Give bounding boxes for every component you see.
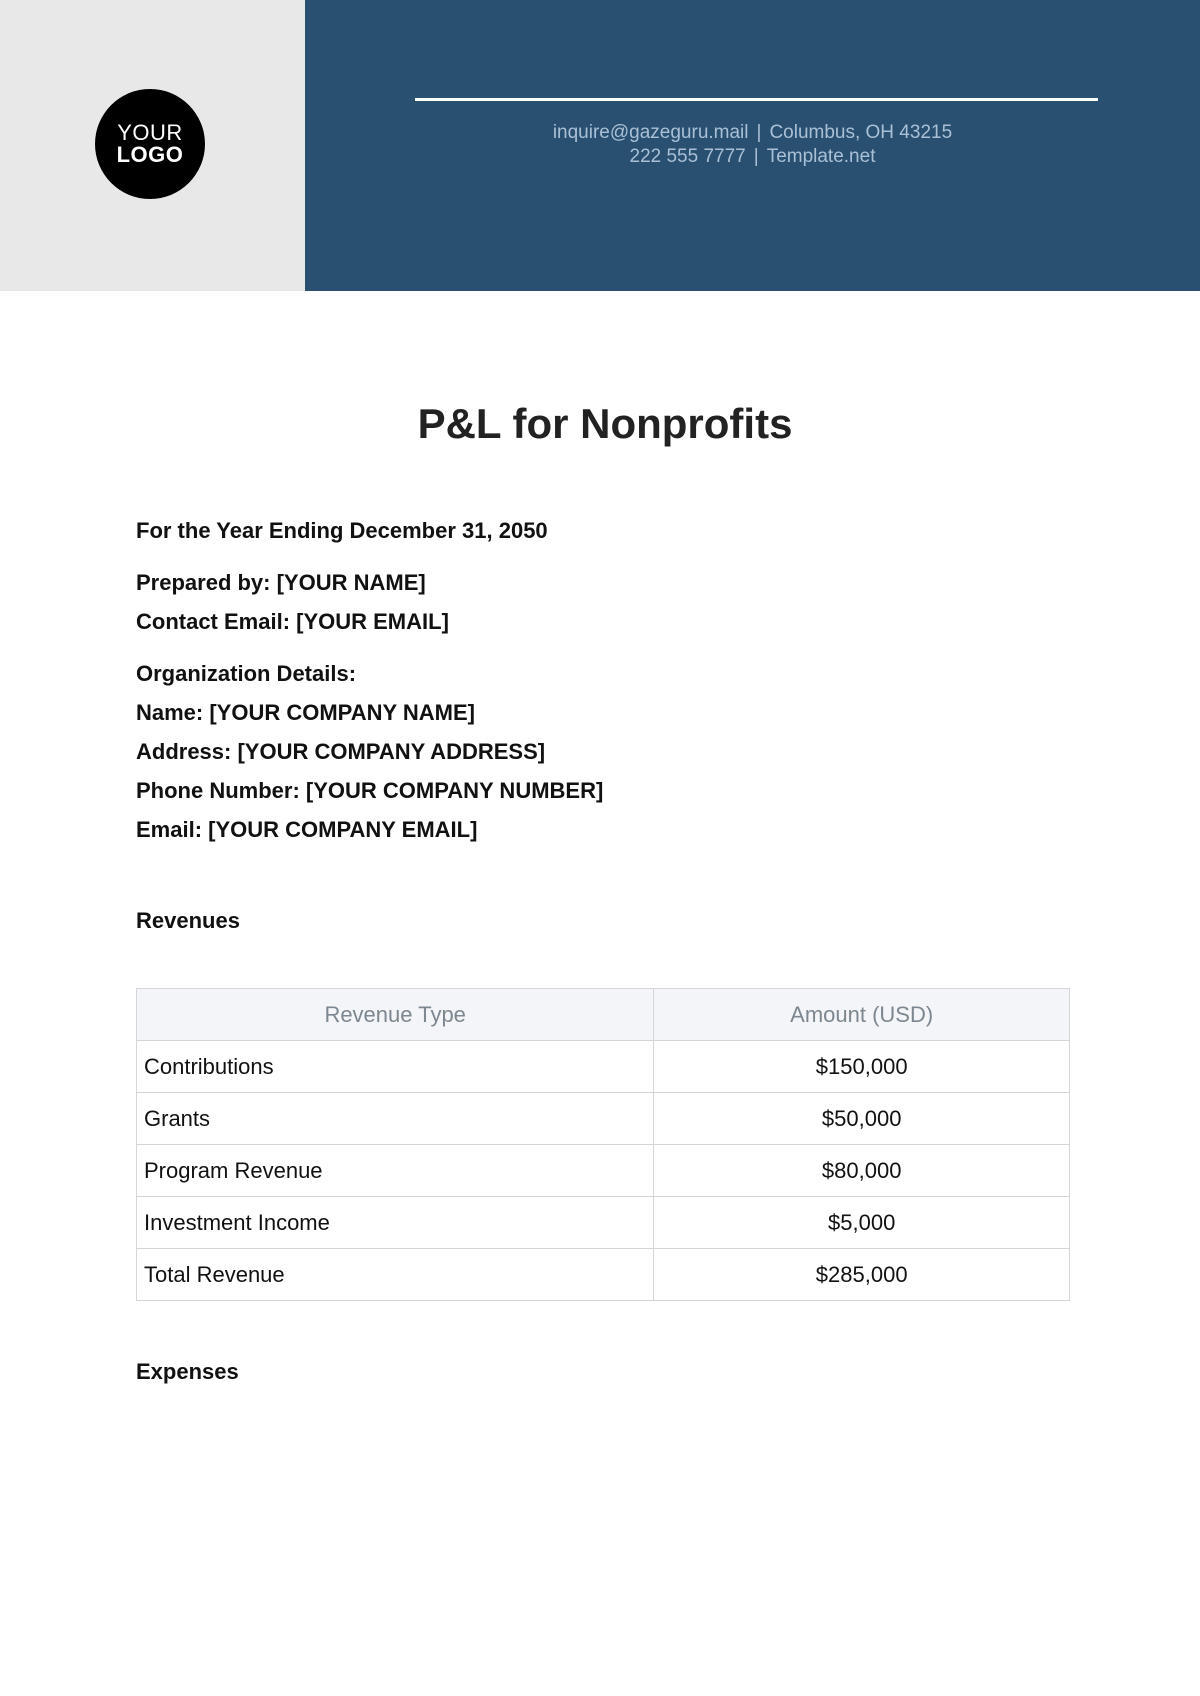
logo-text-top: YOUR [117, 120, 183, 145]
contact-line-2 [305, 146, 1200, 168]
table-row-total [137, 1249, 1070, 1301]
header-divider [415, 98, 1098, 101]
company-logo [95, 89, 205, 199]
contact-location: Columbus, OH 43215 [769, 122, 953, 143]
organization-details-heading: Organization Details: [136, 661, 357, 686]
revenue-type-cell: Program Revenue [137, 1145, 654, 1197]
contact-separator: | [756, 122, 762, 143]
contact-line-1 [305, 122, 1200, 144]
revenue-type-cell: Investment Income [137, 1197, 654, 1249]
organization-address-line: Address: [YOUR COMPANY ADDRESS] [136, 739, 546, 764]
table-row [137, 1093, 1070, 1145]
page-title: P&L for Nonprofits [417, 400, 793, 447]
contact-email-line: Contact Email: [YOUR EMAIL] [136, 609, 449, 634]
revenue-table [136, 988, 1070, 1301]
revenue-amount-cell: $80,000 [654, 1145, 1070, 1197]
table-row [137, 1145, 1070, 1197]
contact-phone: 222 555 7777 [629, 146, 746, 167]
organization-name-line: Name: [YOUR COMPANY NAME] [136, 700, 475, 725]
column-header-revenue-type: Revenue Type [137, 989, 654, 1041]
prepared-by-line: Prepared by: [YOUR NAME] [136, 570, 426, 595]
contact-website: Template.net [766, 146, 876, 167]
revenue-amount-cell: $50,000 [654, 1093, 1070, 1145]
organization-phone-line: Phone Number: [YOUR COMPANY NUMBER] [136, 778, 604, 803]
revenue-type-cell: Total Revenue [137, 1249, 654, 1301]
contact-email: inquire@gazeguru.mail [552, 122, 749, 143]
header-left-panel [0, 0, 305, 291]
contact-separator: | [753, 146, 759, 167]
revenue-type-cell: Grants [137, 1093, 654, 1145]
organization-email-line: Email: [YOUR COMPANY EMAIL] [136, 817, 478, 842]
column-header-amount: Amount (USD) [654, 989, 1070, 1041]
revenue-amount-cell: $5,000 [654, 1197, 1070, 1249]
expenses-heading: Expenses [136, 1359, 239, 1384]
logo-text-bottom: LOGO [116, 142, 184, 167]
header-right-panel [305, 0, 1200, 291]
revenue-amount-cell: $150,000 [654, 1041, 1070, 1093]
period-line: For the Year Ending December 31, 2050 [136, 518, 548, 543]
revenues-heading: Revenues [136, 908, 240, 933]
table-header-row [137, 989, 1070, 1041]
table-row [137, 1041, 1070, 1093]
table-row [137, 1197, 1070, 1249]
revenue-type-cell: Contributions [137, 1041, 654, 1093]
revenue-amount-cell: $285,000 [654, 1249, 1070, 1301]
